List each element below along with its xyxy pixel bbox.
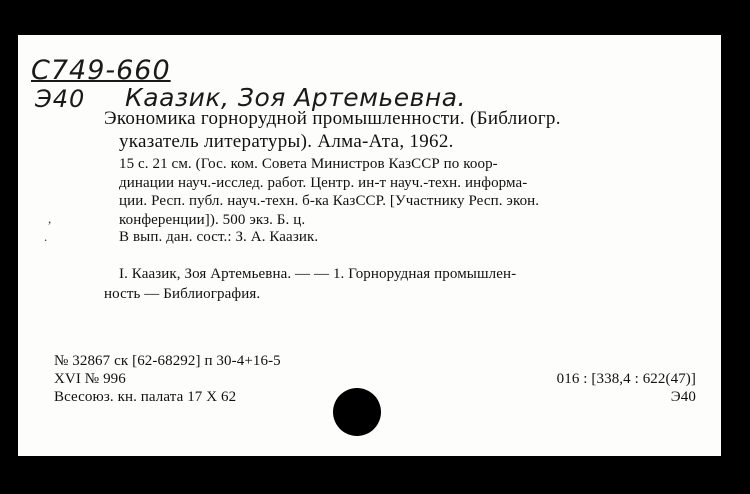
- tracing-line-2: ность — Библиография.: [104, 286, 261, 302]
- handwritten-author: Каазик, Зоя Артемьевна.: [125, 83, 466, 112]
- stray-mark: ,: [48, 211, 52, 226]
- title-line-1: Экономика горнорудной промышленности. (Библиогр.: [104, 108, 561, 129]
- handwritten-call-number: C749-660: [31, 55, 171, 86]
- udc-code: Э40: [670, 389, 696, 405]
- stray-mark: .: [44, 229, 48, 244]
- series-line: XVI № 996: [54, 371, 126, 387]
- description-line-2: динации науч.-исслед. работ. Центр. ин-т науч.-техн. информа-: [119, 175, 528, 191]
- compiler-line: В вып. дан. сост.: З. А. Каазик.: [119, 229, 319, 245]
- tracing-line-1: I. Каазик, Зоя Артемьевна. — — 1. Горнорудная промышлен-: [119, 266, 517, 282]
- description-line-1: 15 с. 21 см. (Гос. ком. Совета Министров КазССР по коор-: [119, 156, 498, 172]
- order-number-line: № 32867 ск [62-68292] п 30-4+16-5: [54, 353, 281, 369]
- description-line-3: ции. Респ. публ. науч.-техн. б-ка КазССР. [Участнику Респ. экон.: [119, 193, 540, 209]
- punch-hole: [333, 388, 381, 436]
- udc-line: 016 : [338,4 : 622(47)]: [556, 371, 696, 387]
- catalog-card: [18, 35, 721, 456]
- handwritten-class-code: Э40: [35, 85, 86, 113]
- description-line-4: конференции]). 500 экз. Б. ц.: [119, 212, 306, 228]
- book-chamber-line: Всесоюз. кн. палата 17 X 62: [54, 389, 237, 405]
- title-line-2: указатель литературы). Алма-Ата, 1962.: [119, 131, 454, 152]
